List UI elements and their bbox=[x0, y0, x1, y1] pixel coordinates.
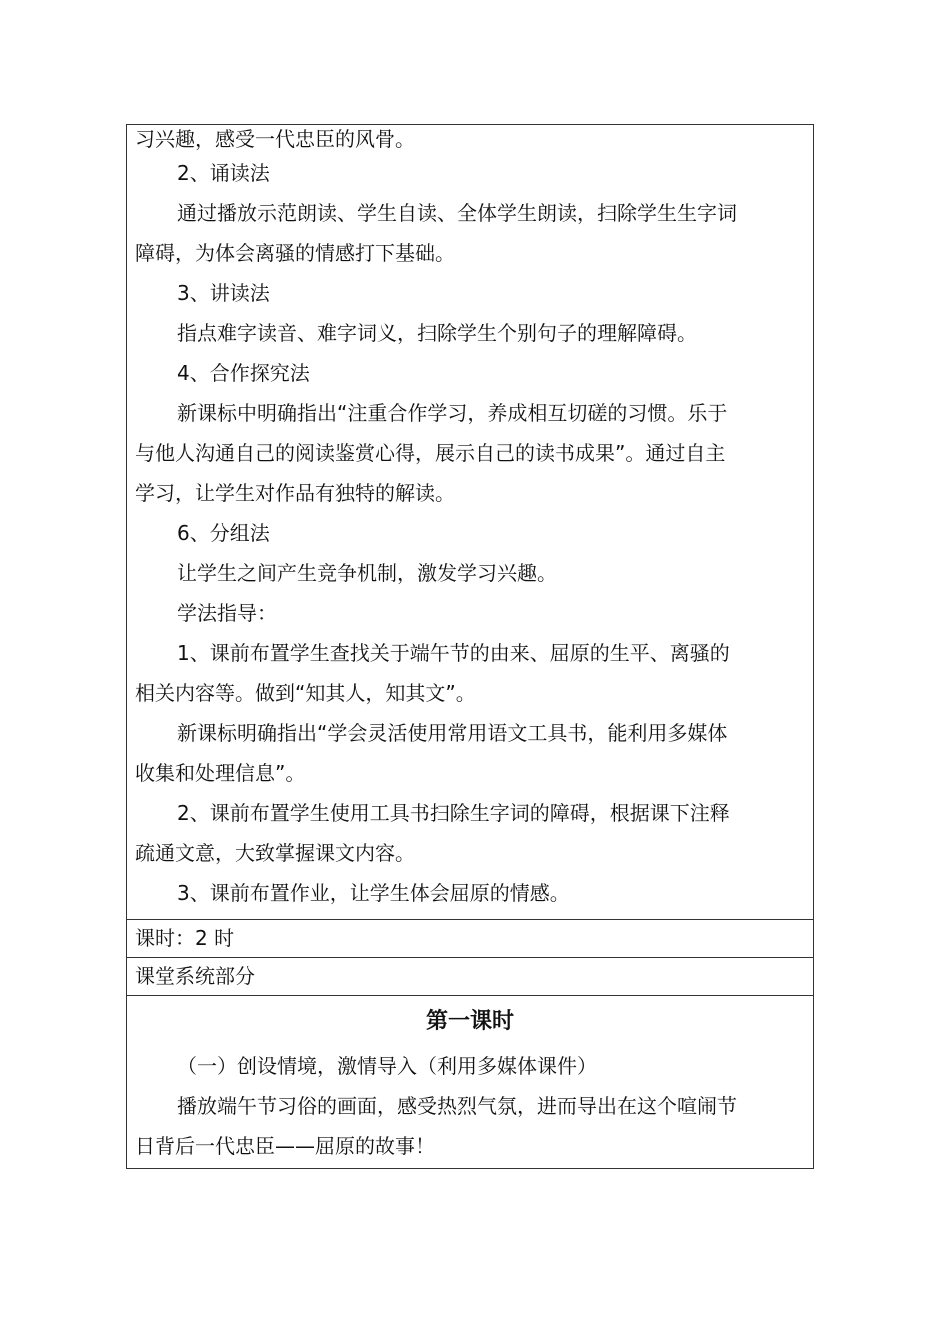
section-title-cell bbox=[127, 957, 813, 995]
text-line: 日背后一代忠臣——屈原的故事！ bbox=[135, 1134, 435, 1158]
text-line: 收集和处理信息”。 bbox=[135, 761, 306, 785]
method-heading: 4、合作探究法 bbox=[177, 361, 310, 385]
first-lesson-cell bbox=[127, 995, 813, 1168]
class-hours-cell bbox=[127, 919, 813, 957]
text-line: 3、课前布置作业，让学生体会屈原的情感。 bbox=[177, 881, 570, 905]
text-line: 疏通文意，大致掌握课文内容。 bbox=[135, 841, 415, 865]
lesson-plan-table bbox=[126, 124, 814, 1169]
text-line: 指点难字读音、难字词义，扫除学生个别句子的理解障碍。 bbox=[177, 321, 697, 345]
method-heading: 2、诵读法 bbox=[177, 161, 270, 185]
text-line: 与他人沟通自己的阅读鉴赏心得，展示自己的读书成果”。通过自主 bbox=[135, 441, 726, 465]
text-line: 2、课前布置学生使用工具书扫除生字词的障碍，根据课下注释 bbox=[177, 801, 730, 825]
text-line: 新课标明确指出“学会灵活使用常用语文工具书，能利用多媒体 bbox=[177, 721, 728, 745]
teaching-methods-cell bbox=[127, 125, 813, 919]
method-heading: 6、分组法 bbox=[177, 521, 270, 545]
lesson-title: 第一课时 bbox=[425, 1009, 514, 1034]
text-line: 习兴趣，感受一代忠臣的风骨。 bbox=[135, 127, 415, 151]
lesson-step-heading: （一）创设情境，激情导入（利用多媒体课件） bbox=[177, 1054, 597, 1078]
text-line: 障碍，为体会离骚的情感打下基础。 bbox=[135, 241, 455, 265]
class-hours-text: 课时：2 时 bbox=[135, 926, 235, 950]
text-line: 让学生之间产生竞争机制，激发学习兴趣。 bbox=[177, 561, 557, 585]
section-title-text: 课堂系统部分 bbox=[135, 964, 255, 988]
text-line: 相关内容等。做到“知其人，知其文”。 bbox=[135, 681, 476, 705]
text-line: 新课标中明确指出“注重合作学习，养成相互切磋的习惯。乐于 bbox=[177, 401, 728, 425]
study-guide-heading: 学法指导： bbox=[177, 601, 277, 625]
text-line: 学习，让学生对作品有独特的解读。 bbox=[135, 481, 455, 505]
method-heading: 3、讲读法 bbox=[177, 281, 270, 305]
text-line: 通过播放示范朗读、学生自读、全体学生朗读，扫除学生生字词 bbox=[177, 201, 737, 225]
text-line: 1、课前布置学生查找关于端午节的由来、屈原的生平、离骚的 bbox=[177, 641, 730, 665]
text-line: 播放端午节习俗的画面，感受热烈气氛，进而导出在这个喧闹节 bbox=[177, 1094, 737, 1118]
